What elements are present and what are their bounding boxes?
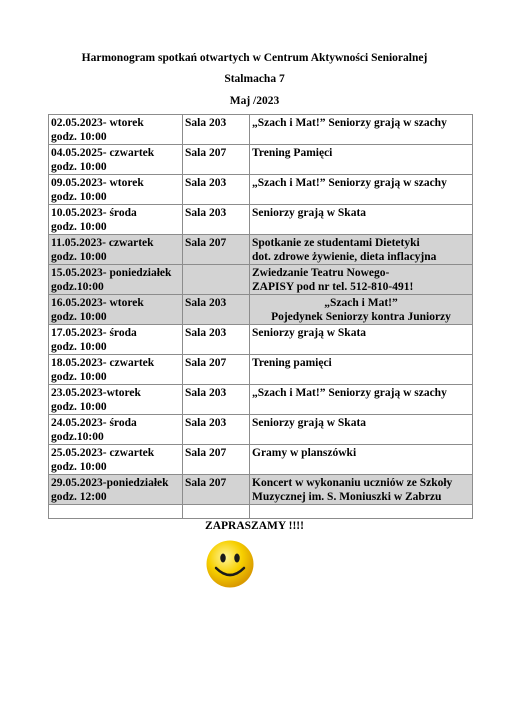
event-cell: „Szach i Mat!” Pojedynek Seniorzy kontra Juniorzy bbox=[250, 295, 473, 325]
smiley-right-eye bbox=[234, 554, 240, 563]
event-cell: Zwiedzanie Teatru Nowego- ZAPISY pod nr tel. 512-810-491! bbox=[250, 265, 473, 295]
smiley-face-circle bbox=[207, 541, 254, 588]
date-cell: 16.05.2023- wtorek godz. 10:00 bbox=[49, 295, 183, 325]
event-cell: Trening pamięci bbox=[250, 355, 473, 385]
invitation-text: ZAPRASZAMY !!!! bbox=[205, 520, 304, 532]
empty-cell bbox=[183, 505, 250, 519]
room-cell: Sala 207 bbox=[183, 145, 250, 175]
empty-cell bbox=[250, 505, 473, 519]
table-row bbox=[49, 205, 473, 235]
date-cell: 04.05.2025- czwartek godz. 10:00 bbox=[49, 145, 183, 175]
room-cell: Sala 203 bbox=[183, 325, 250, 355]
table-row bbox=[49, 235, 473, 265]
table-row bbox=[49, 325, 473, 355]
room-cell: Sala 203 bbox=[183, 205, 250, 235]
room-cell bbox=[183, 265, 250, 295]
event-cell: „Szach i Mat!” Seniorzy grają w szachy bbox=[250, 175, 473, 205]
date-cell: 10.05.2023- środa godz. 10:00 bbox=[49, 205, 183, 235]
room-cell: Sala 207 bbox=[183, 445, 250, 475]
date-cell: 15.05.2023- poniedziałek godz.10:00 bbox=[49, 265, 183, 295]
smiley-face-icon bbox=[205, 539, 255, 589]
room-cell: Sala 207 bbox=[183, 235, 250, 265]
room-cell: Sala 207 bbox=[183, 355, 250, 385]
event-cell: Gramy w planszówki bbox=[250, 445, 473, 475]
empty-cell bbox=[49, 505, 183, 519]
table-row bbox=[49, 415, 473, 445]
event-cell: Spotkanie ze studentami Dietetyki dot. zdrowe żywienie, dieta inflacyjna bbox=[250, 235, 473, 265]
room-cell: Sala 203 bbox=[183, 175, 250, 205]
table-row bbox=[49, 445, 473, 475]
event-cell: Koncert w wykonaniu uczniów ze Szkoły Muzycznej im. S. Moniuszki w Zabrzu bbox=[250, 475, 473, 505]
month-line: Maj /2023 bbox=[229, 95, 280, 107]
room-cell: Sala 203 bbox=[183, 115, 250, 145]
event-cell: Trening Pamięci bbox=[250, 145, 473, 175]
event-cell: Seniorzy grają w Skata bbox=[250, 205, 473, 235]
event-cell: „Szach i Mat!” Seniorzy grają w szachy bbox=[250, 115, 473, 145]
date-cell: 18.05.2023- czwartek godz. 10:00 bbox=[49, 355, 183, 385]
address-line: Stalmacha 7 bbox=[224, 73, 285, 85]
event-cell: Seniorzy grają w Skata bbox=[250, 415, 473, 445]
table-row bbox=[49, 475, 473, 505]
table-row bbox=[49, 265, 473, 295]
document-title: Harmonogram spotkań otwartych w Centrum Aktywności Senioralnej bbox=[81, 52, 428, 64]
date-cell: 29.05.2023-poniedziałek godz. 12:00 bbox=[49, 475, 183, 505]
empty-table-row bbox=[49, 505, 473, 519]
table-row bbox=[49, 355, 473, 385]
table-row bbox=[49, 115, 473, 145]
smiley-left-eye bbox=[220, 554, 226, 563]
room-cell: Sala 203 bbox=[183, 385, 250, 415]
table-row bbox=[49, 295, 473, 325]
room-cell: Sala 203 bbox=[183, 295, 250, 325]
date-cell: 02.05.2023- wtorek godz. 10:00 bbox=[49, 115, 183, 145]
event-cell: Seniorzy grają w Skata bbox=[250, 325, 473, 355]
date-cell: 23.05.2023-wtorek godz. 10:00 bbox=[49, 385, 183, 415]
date-cell: 17.05.2023- środa godz. 10:00 bbox=[49, 325, 183, 355]
date-cell: 11.05.2023- czwartek godz. 10:00 bbox=[49, 235, 183, 265]
date-cell: 25.05.2023- czwartek godz. 10:00 bbox=[49, 445, 183, 475]
table-row bbox=[49, 175, 473, 205]
schedule-body bbox=[49, 115, 473, 519]
table-row bbox=[49, 385, 473, 415]
room-cell: Sala 207 bbox=[183, 475, 250, 505]
table-row bbox=[49, 145, 473, 175]
room-cell: Sala 203 bbox=[183, 415, 250, 445]
schedule-table bbox=[48, 114, 473, 519]
date-cell: 24.05.2023- środa godz.10:00 bbox=[49, 415, 183, 445]
event-cell: „Szach i Mat!” Seniorzy grają w szachy bbox=[250, 385, 473, 415]
date-cell: 09.05.2023- wtorek godz. 10:00 bbox=[49, 175, 183, 205]
